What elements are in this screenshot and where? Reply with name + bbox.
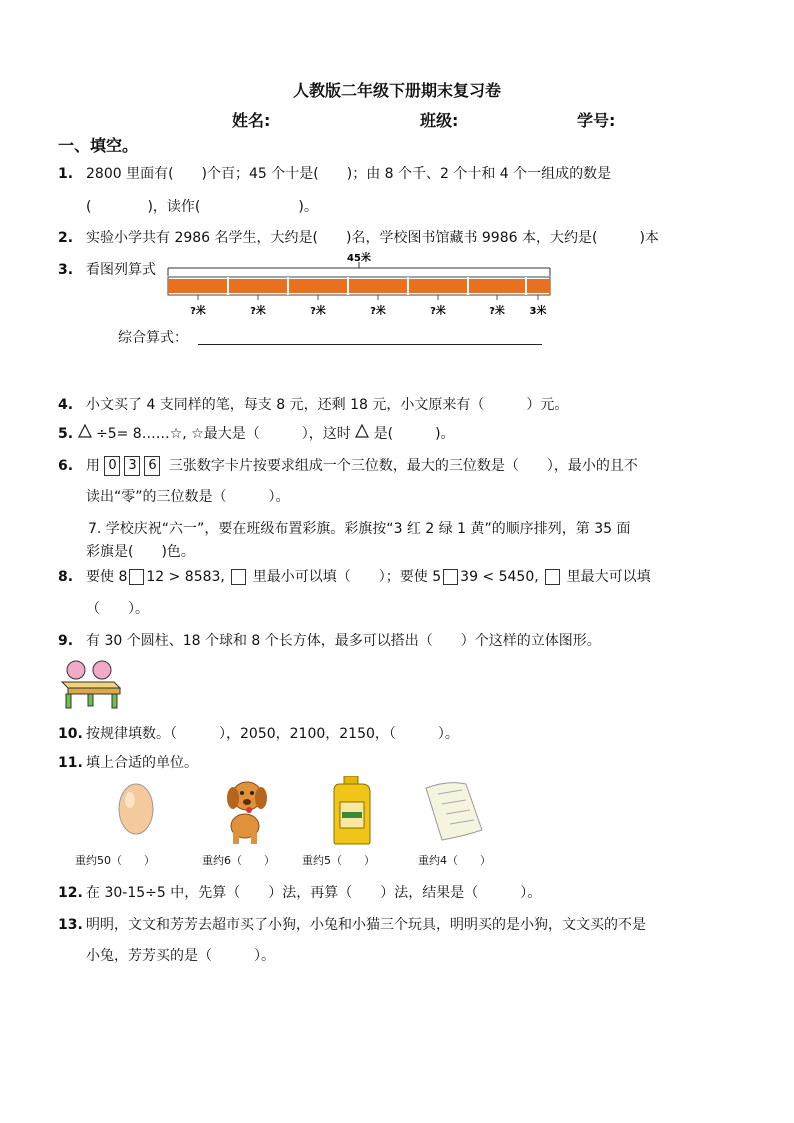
question-13 (58, 915, 646, 935)
question-text: 三张数字卡片按要求组成一个三位数，最大的三位数是（ ），最小的且不 (168, 458, 638, 474)
student-id-label: 学号: (577, 111, 616, 130)
question-6-line2: 读出“零”的三位数是（ ）。 (86, 489, 290, 505)
sphere-icon (67, 661, 85, 679)
question-13-line2: 小兔，芳芳买的是（ ）。 (86, 948, 275, 964)
question-text: 看图列算式 (86, 262, 156, 278)
question-text: 在 30-15÷5 中，先算（ ）法，再算（ ）法，结果是（ ）。 (86, 885, 542, 901)
name-label: 姓名: (232, 111, 271, 130)
bar-fill (168, 279, 550, 293)
cuboid-icon (62, 682, 120, 688)
segment-label: ?米 (370, 306, 386, 317)
segment-label: ?米 (190, 306, 206, 317)
question-text-d: 39 < 5450, (460, 569, 539, 585)
dog-icon (215, 776, 273, 846)
question-10 (58, 724, 459, 744)
cylinder-icon (112, 694, 117, 708)
caption-egg: 重约50（ ） (75, 854, 155, 867)
question-text-a: 要使 8 (86, 569, 128, 585)
digit-card: 3 (124, 456, 140, 476)
question-number: 13. (58, 917, 83, 933)
question-11 (58, 753, 198, 773)
page-title: 人教版二年级下册期末复习卷 (292, 81, 501, 100)
caption-paper: 重约4（ ） (418, 854, 491, 867)
section-heading: 一、填空。 (58, 136, 139, 155)
question-7: 7. 学校庆祝“六一”，要在班级布置彩旗。彩旗按“3 红 2 绿 1 黄”的顺序排列，第 35 面 (88, 521, 631, 537)
question-text-a: ÷5= 8……☆, ☆最大是（ ），这时 (95, 426, 351, 442)
egg-icon (112, 778, 160, 840)
question-number: 10. (58, 726, 83, 742)
digit-card: 6 (144, 456, 160, 476)
question-number: 4. (58, 397, 74, 413)
question-2 (58, 228, 659, 248)
paper-icon (418, 778, 490, 844)
class-label: 班级: (420, 111, 459, 130)
question-text-b: 是( )。 (373, 426, 455, 442)
question-number: 11. (58, 755, 83, 771)
question-number: 5. (58, 426, 74, 442)
solid-shapes-figure (58, 658, 122, 712)
question-6 (58, 456, 638, 476)
triangle-icon (355, 424, 369, 438)
sphere-icon (93, 661, 111, 679)
question-1-line2: ( )，读作( )。 (86, 199, 318, 215)
question-text: 有 30 个圆柱、18 个球和 8 个长方体，最多可以搭出（ ）个这样的立体图形。 (86, 633, 601, 649)
segment-label: ?米 (430, 306, 446, 317)
blank-box[interactable] (231, 569, 246, 585)
question-8-line2: （ ）。 (86, 601, 149, 617)
question-7-line2: 彩旗是( )色。 (86, 544, 195, 560)
question-text-e: 里最大可以填 (566, 569, 651, 585)
question-text: 2800 里面有( )个百；45 个十是( )；由 8 个千、2 个十和 4 个一组成的数是 (86, 166, 612, 182)
bar-total-label: 45米 (347, 253, 371, 264)
formula-label: 综合算式： (118, 330, 188, 346)
question-3 (58, 260, 156, 280)
question-number: 6. (58, 458, 74, 474)
question-number: 9. (58, 633, 74, 649)
blank-box[interactable] (443, 569, 458, 585)
question-12 (58, 883, 541, 903)
question-number: 2. (58, 230, 74, 246)
segment-label: ?米 (250, 306, 266, 317)
question-text: 明明，文文和芳芳去超市买了小狗，小兔和小猫三个玩具，明明买的是小狗，文文买的不是 (86, 917, 646, 933)
digit-card: 0 (104, 456, 120, 476)
triangle-icon (78, 424, 92, 438)
question-text: 按规律填数。（ ），2050，2100，2150，（ ）。 (86, 726, 459, 742)
question-number: 8. (58, 569, 74, 585)
blank-box[interactable] (545, 569, 560, 585)
question-4 (58, 395, 568, 415)
segment-bar-diagram (160, 248, 560, 323)
blank-box[interactable] (129, 569, 144, 585)
question-text-b: 12 > 8583, (146, 569, 225, 585)
cylinder-icon (66, 694, 71, 708)
cylinder-icon (88, 694, 93, 706)
question-prefix: 用 (86, 458, 100, 474)
question-5 (58, 424, 455, 444)
formula-answer-line[interactable] (198, 344, 542, 345)
segment-label: ?米 (489, 306, 505, 317)
question-text: 小文买了 4 支同样的笔，每支 8 元，还剩 18 元，小文原来有（ ）元。 (86, 397, 569, 413)
question-number: 1. (58, 166, 74, 182)
segment-label: 3米 (529, 306, 547, 317)
question-number: 3. (58, 262, 74, 278)
segment-label: ?米 (310, 306, 326, 317)
question-text-c: 里最小可以填（ ）；要使 5 (252, 569, 442, 585)
caption-oil: 重约5（ ） (302, 854, 375, 867)
question-number: 12. (58, 885, 83, 901)
question-text: 实验小学共有 2986 名学生，大约是( )名，学校图书馆藏书 9986 本，大约是( )本 (86, 230, 659, 246)
question-8 (58, 567, 651, 587)
question-9 (58, 631, 601, 651)
question-1 (58, 164, 611, 184)
oil-bottle-icon (328, 776, 376, 846)
question-text: 填上合适的单位。 (86, 755, 198, 771)
caption-dog: 重约6（ ） (202, 854, 275, 867)
